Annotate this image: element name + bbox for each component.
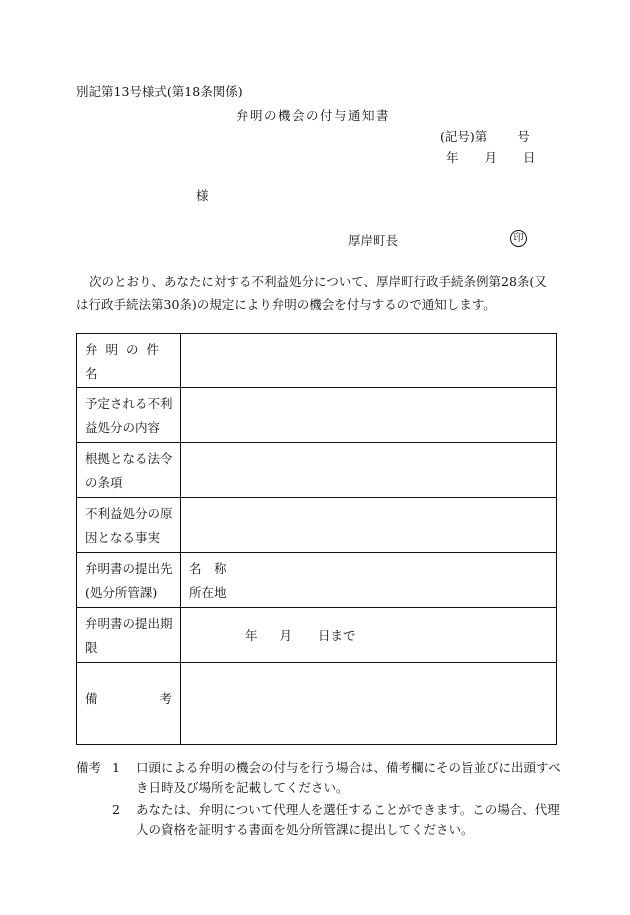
deadline-year: 年 [245, 628, 258, 643]
reference-number [440, 127, 530, 145]
reference-prefix: (記号)第 [440, 129, 488, 144]
remarks-label-right: 考 [159, 691, 172, 706]
deadline-day: 日まで [318, 628, 356, 643]
remarks-label [77, 663, 181, 745]
submission-address-label: 所在地 [189, 585, 227, 600]
addressee-suffix: 様 [196, 188, 209, 203]
notes-heading: 備考 [76, 760, 102, 775]
note-item [76, 800, 566, 840]
table-row [77, 388, 557, 443]
body-paragraph: 次のとおり、あなたに対する不利益処分について、厚岸町行政手続条例第28条(又は行政手続法第30条)の規定により弁明の機会を付与するので通知します。 [76, 274, 547, 312]
cause-facts-value[interactable] [181, 498, 557, 553]
table-row [77, 334, 557, 388]
case-name-label: 弁明の件名 [77, 334, 181, 388]
submission-dest-label-line2: (処分所管課) [85, 585, 158, 600]
remarks-value[interactable] [181, 663, 557, 745]
date-year: 年 [446, 150, 459, 165]
case-name-value[interactable] [181, 334, 557, 388]
date-day: 日 [523, 150, 536, 165]
notice-table [76, 333, 557, 745]
legal-basis-value[interactable] [181, 443, 557, 498]
deadline-value [181, 608, 557, 663]
note-item [76, 758, 566, 798]
issuer-name: 厚岸町長 [348, 233, 399, 248]
form-identifier: 別記第13号様式(第18条関係) [76, 84, 243, 99]
deadline-label: 弁明書の提出期限 [77, 608, 181, 663]
submission-name-label: 名 称 [189, 561, 227, 576]
notes-section [76, 758, 566, 840]
cause-facts-label: 不利益処分の原因となる事実 [77, 498, 181, 553]
table-row [77, 663, 557, 745]
legal-basis-label: 根拠となる法令の条項 [77, 443, 181, 498]
note-text: あなたは、弁明について代理人を選任することができます。この場合、代理人の資格を証明する書面を処分所管課に提出してください。 [136, 802, 560, 837]
remarks-label-left: 備 [85, 691, 98, 706]
planned-disposition-value[interactable] [181, 388, 557, 443]
reference-suffix: 号 [517, 129, 530, 144]
issue-date [440, 148, 536, 166]
deadline-month: 月 [279, 628, 293, 643]
table-row [77, 608, 557, 663]
document-title: 弁明の機会の付与通知書 [236, 108, 391, 123]
date-month: 月 [484, 150, 498, 165]
planned-disposition-label: 予定される不利益処分の内容 [77, 388, 181, 443]
seal-mark: 印 [510, 230, 527, 247]
note-number: 1 [112, 760, 120, 775]
table-row [77, 553, 557, 608]
note-text: 口頭による弁明の機会の付与を行う場合は、備考欄にその旨並びに出頭すべき日時及び場所を記載してください。 [136, 760, 561, 795]
submission-dest-value [181, 553, 557, 608]
submission-dest-label [77, 553, 181, 608]
table-row [77, 498, 557, 553]
submission-dest-label-line1: 弁明書の提出先 [85, 561, 173, 576]
table-row [77, 443, 557, 498]
note-number: 2 [112, 802, 120, 817]
